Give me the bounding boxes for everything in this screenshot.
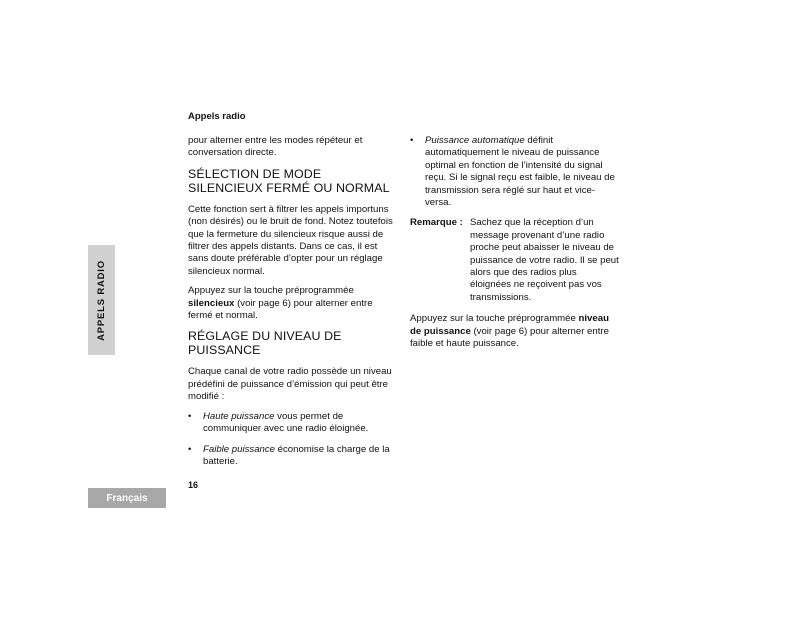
section-side-tab	[88, 245, 115, 355]
language-tab-label: Français	[106, 492, 148, 504]
power-level-list	[188, 411, 398, 469]
low-power-text: économise la charge de la batterie.	[203, 443, 390, 467]
auto-power-term: Puissance automatique	[425, 135, 525, 146]
heading-squelch: SÉLECTION DE MODE SILENCIEUX FERMÉ OU NORMAL	[188, 166, 390, 195]
remark-text: Sachez que la réception d’un message provenant d’une radio proche peut abaisser le niveau de puissance de votre radio. Il se peut alors que des radios plus éloignées ne reçoivent pas vos transmissions.	[470, 217, 619, 303]
intro-paragraph: pour alterner entre les modes répéteur et conversation directe.	[188, 135, 363, 159]
page-number: 16	[188, 480, 199, 490]
low-power-term: Faible puissance	[203, 443, 275, 455]
high-power-text: vous permet de communiquer avec une radio éloignée.	[203, 410, 369, 435]
remark-label: Remarque :	[410, 217, 463, 229]
auto-power-list	[410, 135, 620, 209]
right-column	[410, 135, 620, 358]
language-tab	[88, 488, 166, 508]
remark-note	[410, 217, 620, 304]
squelch-instruction-post: (voir page 6) pour alterner entre fermé et normal.	[188, 297, 373, 322]
squelch-button-name: silencieux	[188, 297, 235, 309]
squelch-description: Cette fonction sert à filtrer les appels importuns (non désirés) ou le bruit de fond. Notez toutefois que la fermeture du silencieux risque aussi de filtrer des appels distants. Dans ce cas, il est sans doute préférable d’opter pour un réglage silencieux normal.	[188, 203, 393, 277]
high-power-term: Haute puissance	[203, 410, 275, 422]
left-column	[188, 135, 398, 476]
running-header: Appels radio	[188, 111, 246, 122]
section-side-tab-label: APPELS RADIO	[96, 259, 108, 341]
bullet-mark: •	[188, 443, 192, 455]
list-item	[188, 411, 398, 436]
power-button-name: niveau de puissance	[410, 313, 609, 337]
list-item	[410, 135, 620, 209]
list-item	[188, 444, 398, 469]
power-instruction-post: (voir page 6) pour alterner entre faible et haute puissance.	[410, 325, 609, 350]
power-instruction-pre: Appuyez sur la touche préprogrammée	[410, 313, 576, 325]
heading-power-level: RÉGLAGE DU NIVEAU DE PUISSANCE	[188, 329, 342, 358]
bullet-mark: •	[410, 135, 414, 146]
power-level-description: Chaque canal de votre radio possède un niveau prédéfini de puissance d’émission qui peut être modifié :	[188, 366, 392, 403]
squelch-instruction-pre: Appuyez sur la touche préprogrammée	[188, 285, 354, 297]
auto-power-text: définit automatiquement le niveau de puissance optimal en fonction de l’intensité du signal reçu. Si le signal reçu est faible, le niveau de transmission sera réglé sur haut et vice-versa.	[425, 135, 615, 209]
power-instruction	[410, 313, 620, 350]
squelch-instruction	[188, 285, 398, 322]
bullet-mark: •	[188, 410, 192, 422]
